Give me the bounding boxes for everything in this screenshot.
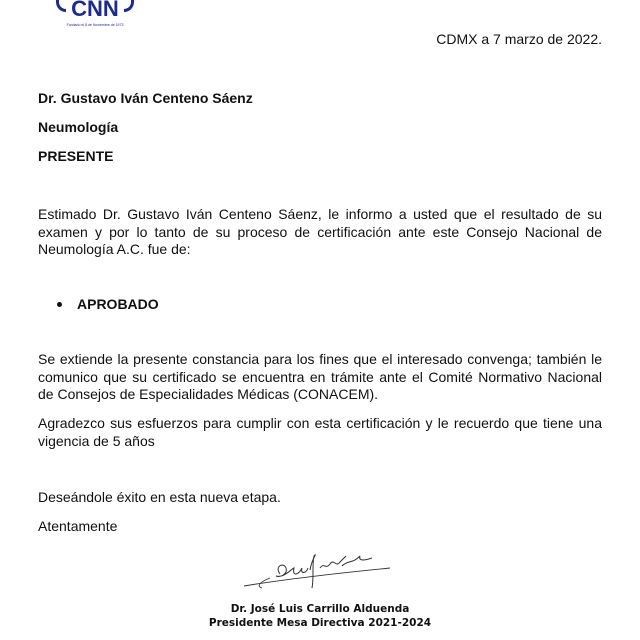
certificate-paragraph: Se extiende la presente constancia para los fines que el interesado convenga; también le comunico que su certificado se encuentra en trámite ante el Comité Normativo Nacional de Consejos de Especialidades Médicas (CONACEM). bbox=[38, 351, 602, 402]
result-item bbox=[55, 296, 159, 313]
closing-wish: Deseándole éxito en esta nueva etapa. bbox=[38, 489, 281, 505]
signatory-title: Presidente Mesa Directiva 2021-2024 bbox=[208, 617, 432, 629]
validity-paragraph: Agradezco sus esfuerzos para cumplir con esta certificación y le recuerdo que tiene una vigencia de 5 años bbox=[38, 415, 602, 449]
logo-text: CNN bbox=[71, 0, 119, 21]
result-text: APROBADO bbox=[77, 296, 159, 312]
intro-paragraph: Estimado Dr. Gustavo Iván Centeno Sáenz, le informo a usted que el resultado de su examen y por lo tanto de su proceso de certificación ante este Consejo Nacional de Neumología A.C. fue de: bbox=[38, 206, 602, 257]
signatory-name: Dr. José Luis Carrillo Alduenda bbox=[230, 603, 410, 615]
recipient-specialty: Neumología bbox=[38, 119, 119, 135]
recipient-name: Dr. Gustavo Iván Centeno Sáenz bbox=[38, 90, 253, 106]
bullet-icon bbox=[57, 302, 62, 307]
date-line: CDMX a 7 marzo de 2022. bbox=[436, 31, 602, 47]
recipient-salutation: PRESENTE bbox=[38, 148, 114, 164]
cnn-logo bbox=[52, 0, 138, 32]
closing-valediction: Atentamente bbox=[38, 518, 118, 534]
logo-tagline: Fundado el 8 de Noviembre de 1973 bbox=[66, 23, 124, 27]
signature-image bbox=[240, 548, 400, 594]
